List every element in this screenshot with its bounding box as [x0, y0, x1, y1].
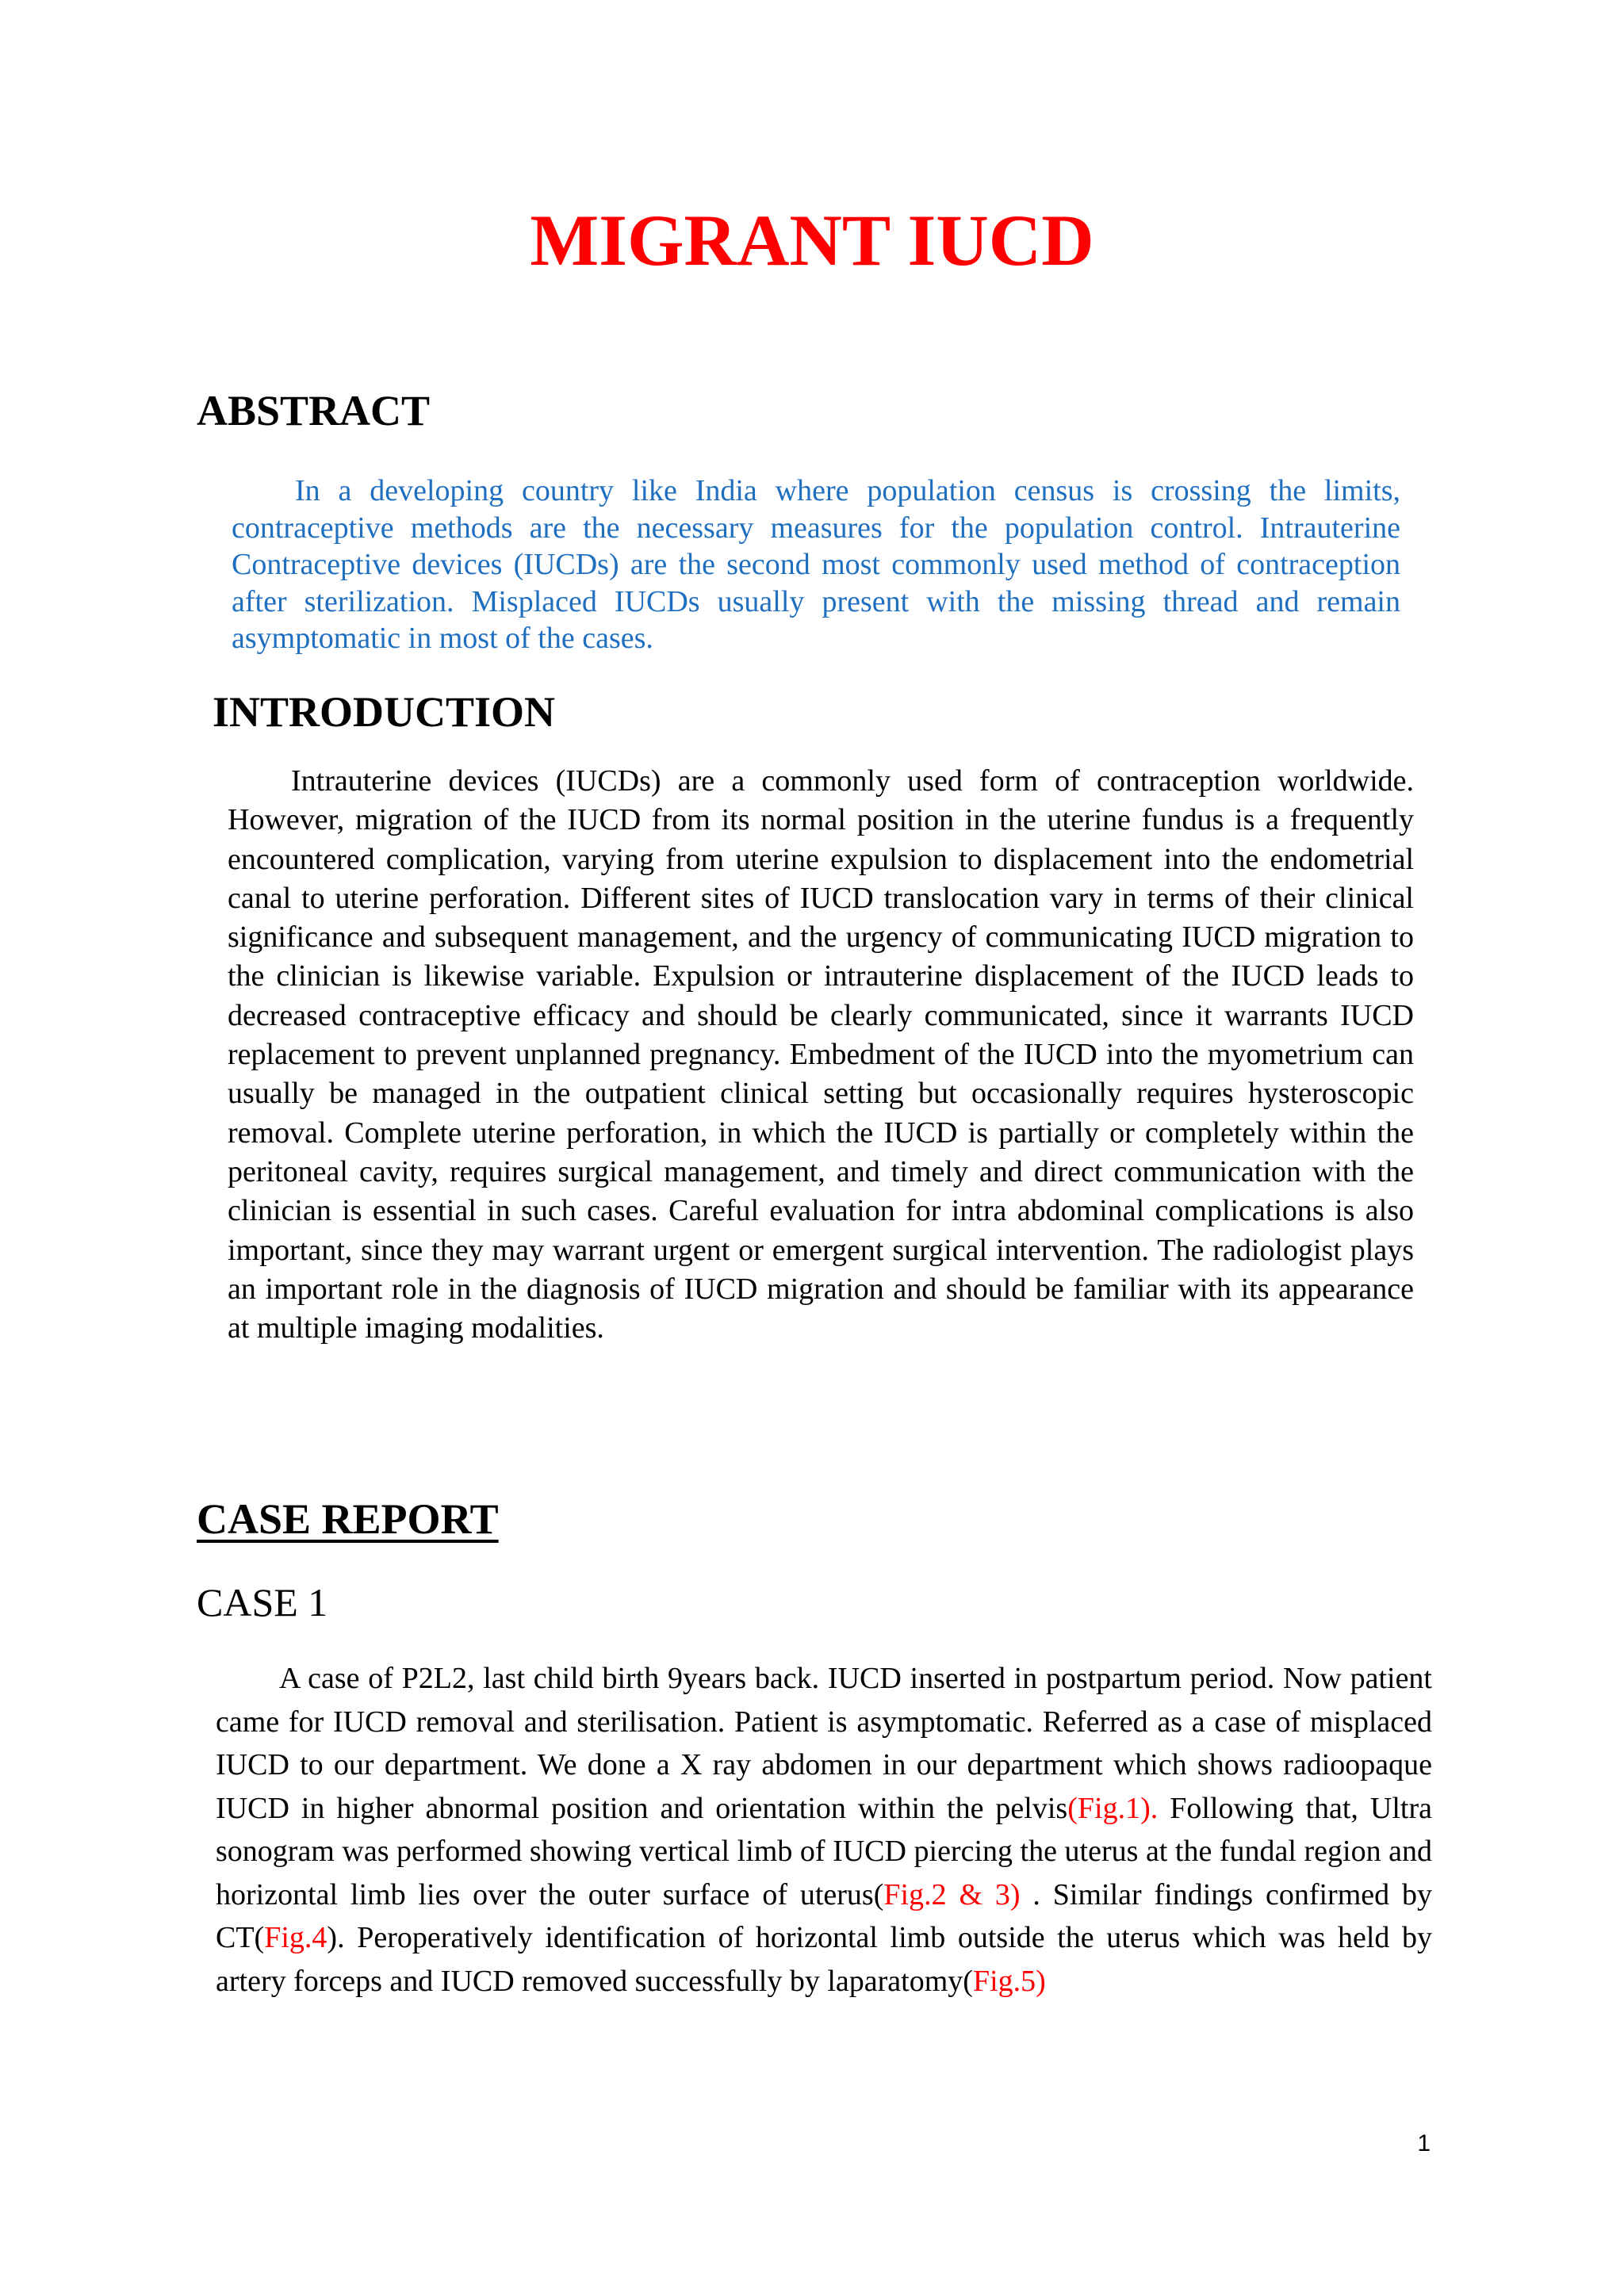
figure-reference: (Fig.1).: [1067, 1791, 1159, 1825]
document-title: MIGRANT IUCD: [530, 200, 1094, 281]
introduction-paragraph: Intrauterine devices (IUCDs) are a commonly used form of contraception worldwide. However, migration of the IUCD from its normal position in the uterine fundus is a frequently encountered complication, varying from uterine expulsion to displacement into the endometrial canal to uterine perforation. Different sites of IUCD translocation vary in terms of their clinical significance and subsequent management, and the urgency of communicating IUCD migration to the clinician is likewise variable. Expulsion or intrauterine displacement of the IUCD leads to decreased contraceptive efficacy and should be clearly communicated, since it warrants IUCD replacement to prevent unplanned pregnancy. Embedment of the IUCD into the myometrium can usually be managed in the outpatient clinical setting but occasionally requires hysteroscopic removal. Complete uterine perforation, in which the IUCD is partially or completely within the peritoneal cavity, requires surgical management, and timely and direct communication with the clinician is essential in such cases. Careful evaluation for intra abdominal complications is also important, since they may warrant urgent or emergent surgical intervention. The radiologist plays an important role in the diagnosis of IUCD migration and should be familiar with its appearance at multiple imaging modalities.: [228, 764, 1414, 1345]
abstract-heading: ABSTRACT: [197, 387, 431, 434]
case-text-segment: . Similar findings confirmed by CT(: [216, 1877, 1432, 1954]
abstract-paragraph: In a developing country like India where population census is crossing the limits, contraceptive methods are the necessary measures for the population control. Intrauterine Contraceptive devices (IUCDs) are the second most commonly used method of contraception after sterilization. Misplaced IUCDs usually present with the missing thread and remain asymptomatic in most of the cases.: [232, 474, 1400, 655]
case-text-segment: Following that, Ultra sonogram was performed showing vertical limb of IUCD piercing the uterus at the fundal region and horizontal limb lies over the outer surface of uterus(: [216, 1791, 1433, 1911]
figure-reference: Fig.4: [264, 1921, 327, 1954]
case-1-paragraph: [216, 1657, 1432, 2003]
figure-reference: Fig.5): [972, 1964, 1046, 1998]
introduction-heading: INTRODUCTION: [213, 688, 556, 736]
case-report-heading: CASE REPORT: [197, 1495, 499, 1543]
figure-reference: Fig.2 & 3): [883, 1877, 1021, 1911]
case-text-segment: ). Peroperatively identification of horizontal limb outside the uterus which was held by artery forceps and IUCD removed successfully by laparatomy(: [216, 1921, 1432, 1998]
case-1-label: CASE 1: [197, 1580, 328, 1624]
page-number: 1: [1417, 2130, 1431, 2156]
case-text-segment: A case of P2L2, last child birth 9years back. IUCD inserted in postpartum period. Now patient came for IUCD removal and sterilisation. Patient is asymptomatic. Referred as a case of misplaced IUCD to our department. We done a X ray abdomen in our department which shows radioopaque IUCD in higher abnormal position and orientation within the pelvis: [216, 1662, 1432, 1825]
